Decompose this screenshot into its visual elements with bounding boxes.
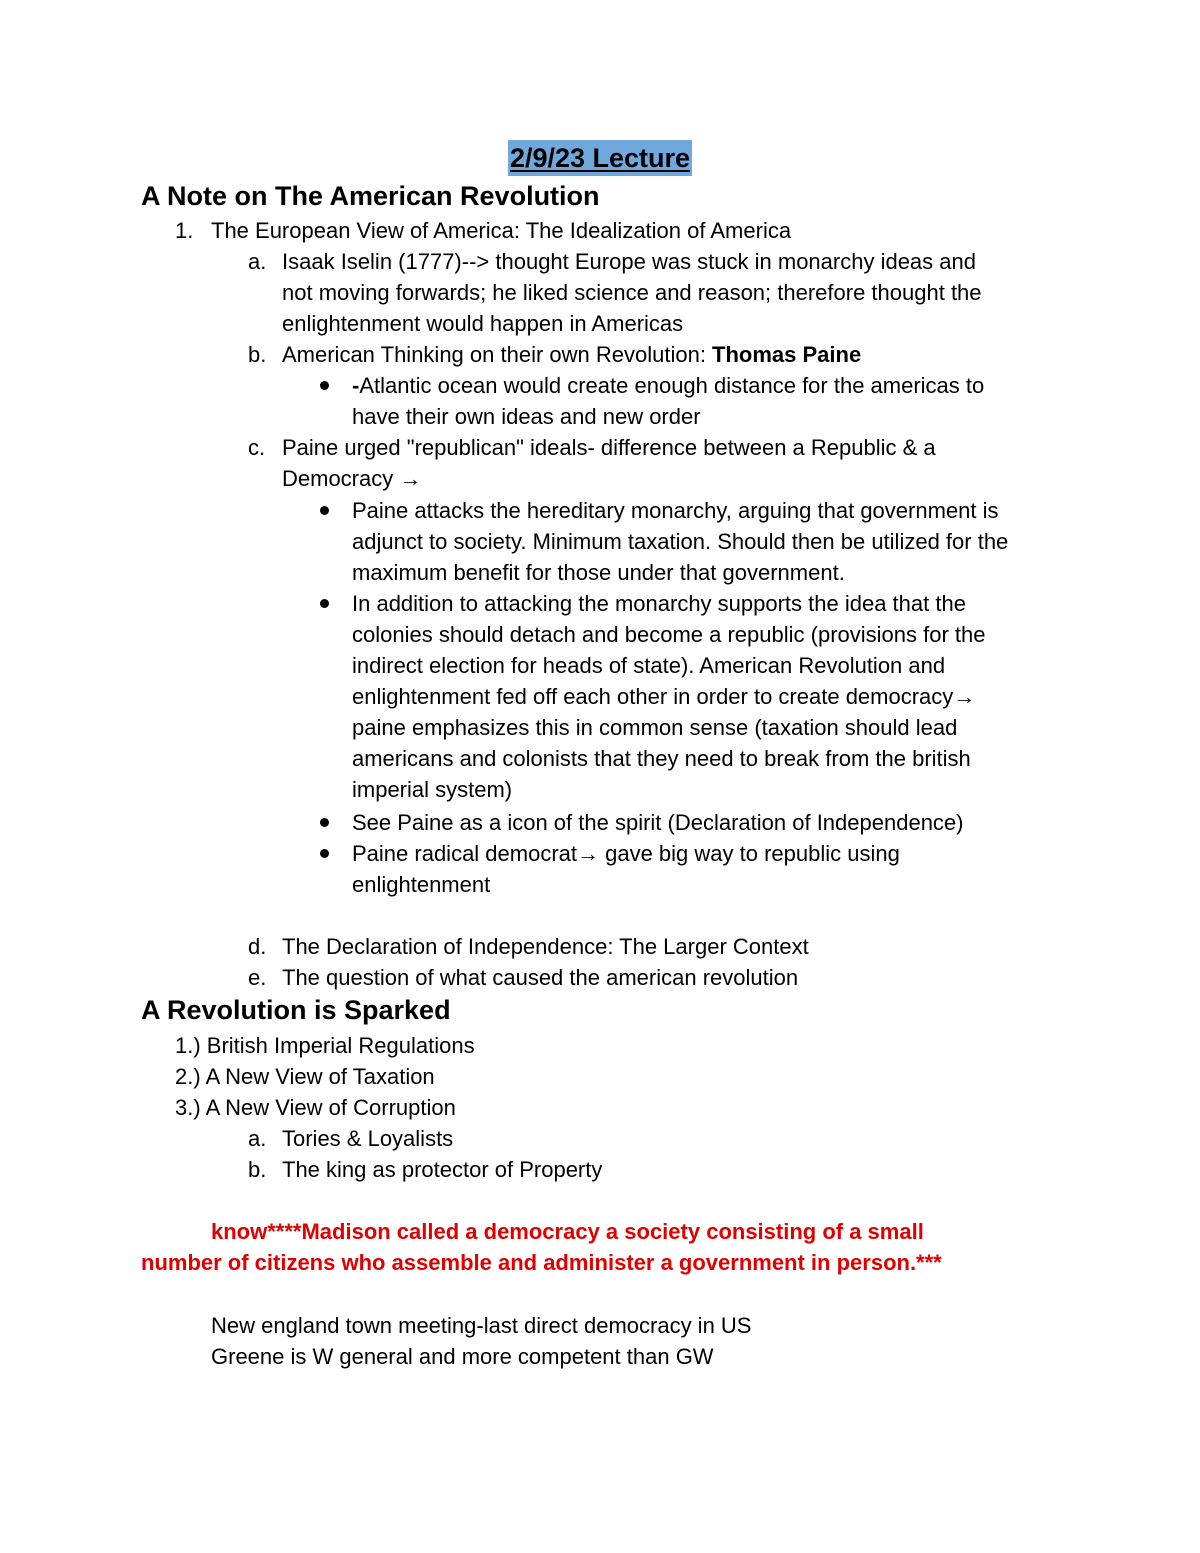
item-e: The question of what caused the american revolution	[282, 965, 799, 990]
item-b-line	[282, 339, 861, 370]
list-marker-sub-b: b.	[248, 1157, 267, 1182]
list-marker-a: a.	[248, 249, 267, 274]
bullet-c2-line-5: paine emphasizes this in common sense (taxation should lead	[352, 715, 958, 740]
bullet-c3-line-1: See Paine as a icon of the spirit (Declaration of Independence)	[352, 810, 964, 835]
item-d: The Declaration of Independence: The Larger Context	[282, 934, 809, 959]
sparked-item-2: 2.) A New View of Taxation	[175, 1064, 435, 1089]
bullet-c1-line-2: adjunct to society. Minimum taxation. Should then be utilized for the	[352, 529, 1009, 554]
bullet-c4-line-1: Paine radical democrat→ gave big way to republic using	[352, 841, 900, 866]
item-c-line-2: Democracy →	[282, 466, 422, 491]
item-b-bold-name: Thomas Paine	[712, 342, 862, 367]
list-marker-c: c.	[248, 435, 266, 460]
item-a-line-3: enlightenment would happen in Americas	[282, 311, 684, 336]
madison-note-line-2: number of citizens who assemble and administer a government in person.***	[141, 1250, 942, 1275]
bullet-c1-line-3: maximum benefit for those under that government.	[352, 560, 845, 585]
bullet-c2-line-7: imperial system)	[352, 777, 513, 802]
sparked-item-3: 3.) A New View of Corruption	[175, 1095, 456, 1120]
page-title: 2/9/23 Lecture	[508, 140, 692, 176]
title-container	[0, 140, 1200, 176]
bullet-dot	[320, 818, 329, 827]
bullet-b1-text: Atlantic ocean would create enough distance for the americas to	[359, 373, 985, 398]
extra-note-1: New england town meeting-last direct democracy in US	[211, 1313, 752, 1338]
item-c-line-1: Paine urged "republican" ideals- difference between a Republic & a	[282, 435, 936, 460]
bullet-dot	[320, 506, 329, 515]
sparked-item-1: 1.) British Imperial Regulations	[175, 1033, 475, 1058]
bullet-c1-line-1: Paine attacks the hereditary monarchy, arguing that government is	[352, 498, 999, 523]
bullet-c2-line-1: In addition to attacking the monarchy supports the idea that the	[352, 591, 966, 616]
list-marker-d: d.	[248, 934, 267, 959]
list-item-1: The European View of America: The Idealization of America	[211, 218, 792, 243]
bullet-c2-line-6: americans and colonists that they need to break from the british	[352, 746, 971, 771]
list-marker-b: b.	[248, 342, 267, 367]
sparked-sub-b: The king as protector of Property	[282, 1157, 603, 1182]
bullet-b1-line-1	[352, 370, 984, 401]
bullet-dot	[320, 849, 329, 858]
item-a-line-2: not moving forwards; he liked science and reason; therefore thought the	[282, 280, 982, 305]
madison-note-line-1: know****Madison called a democracy a society consisting of a small	[211, 1219, 924, 1244]
list-marker-1: 1.	[175, 218, 194, 243]
bullet-c4-line-2: enlightenment	[352, 872, 491, 897]
list-marker-e: e.	[248, 965, 267, 990]
bullet-dot	[320, 599, 329, 608]
bullet-dot	[320, 381, 329, 390]
bullet-c2-line-4: enlightenment fed off each other in order to create democracy→	[352, 684, 976, 709]
section-heading-revolution-sparked: A Revolution is Sparked	[141, 995, 451, 1025]
list-marker-sub-a: a.	[248, 1126, 267, 1151]
section-heading-american-revolution: A Note on The American Revolution	[141, 181, 600, 211]
bullet-b1-line-2: have their own ideas and new order	[352, 404, 701, 429]
bullet-b1-dash: -	[352, 373, 360, 398]
sparked-sub-a: Tories & Loyalists	[282, 1126, 454, 1151]
item-b-text: American Thinking on their own Revolution:	[282, 342, 713, 367]
extra-note-2: Greene is W general and more competent than GW	[211, 1344, 714, 1369]
bullet-c2-line-3: indirect election for heads of state). American Revolution and	[352, 653, 946, 678]
bullet-c2-line-2: colonies should detach and become a republic (provisions for the	[352, 622, 986, 647]
item-a-line-1: Isaak Iselin (1777)--> thought Europe was stuck in monarchy ideas and	[282, 249, 976, 274]
